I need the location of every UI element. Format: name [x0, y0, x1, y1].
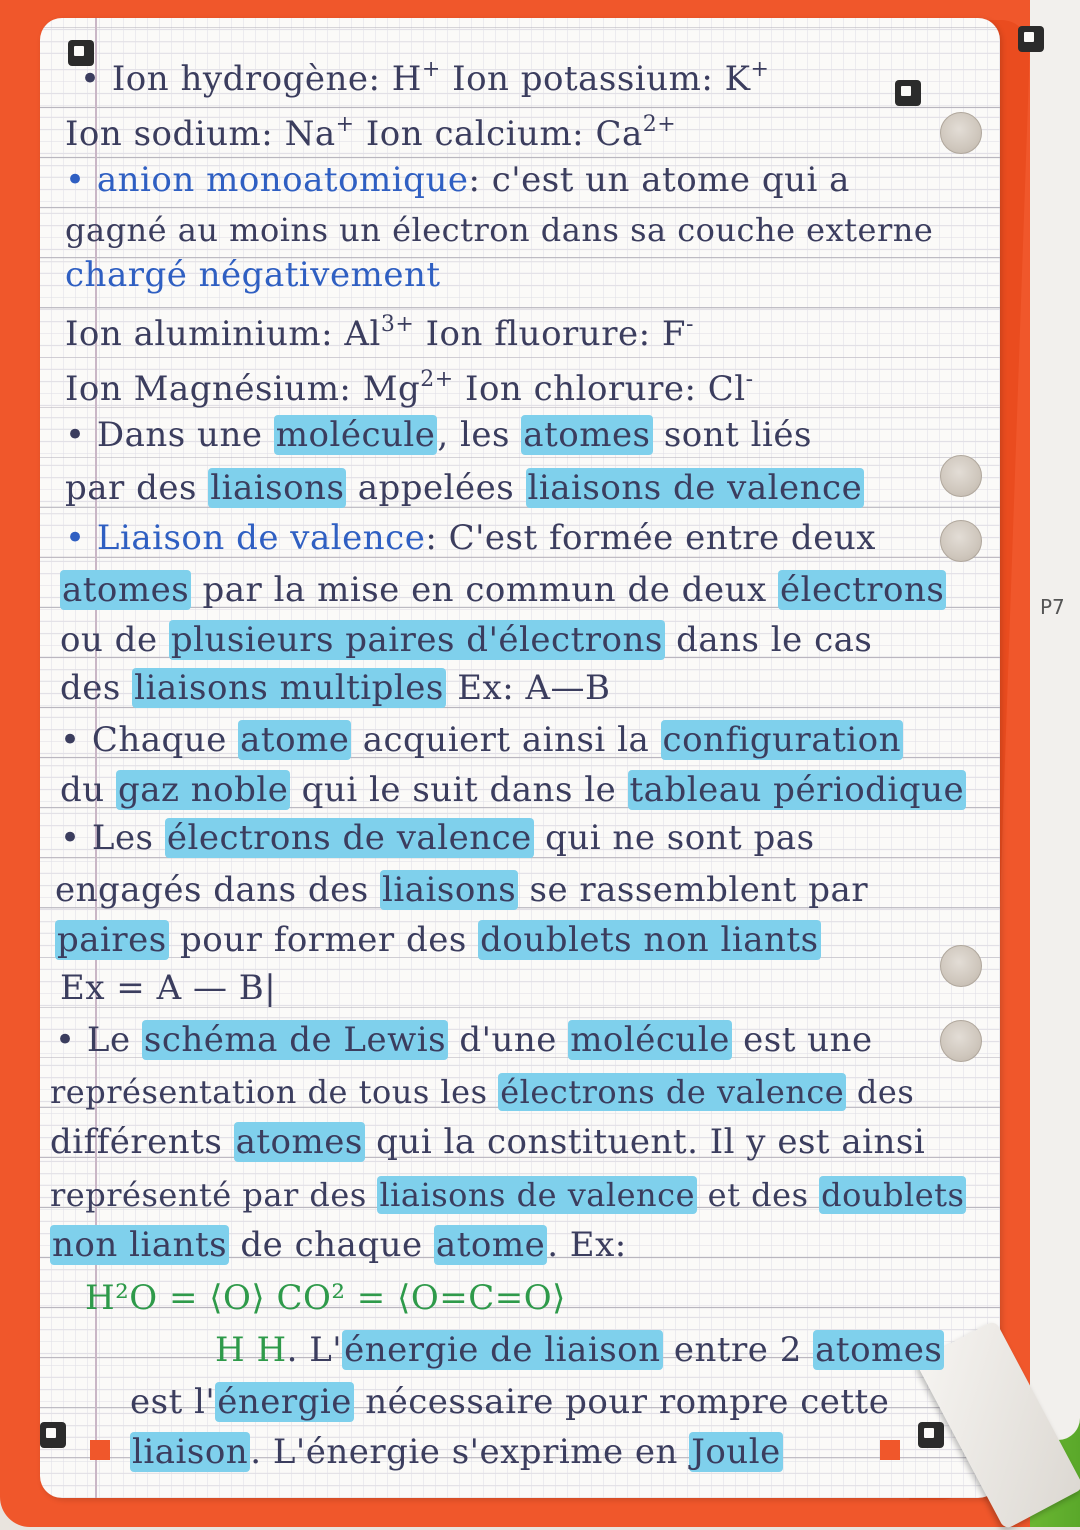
term: • anion monoatomique [65, 160, 469, 200]
highlight: configuration [662, 720, 901, 760]
note-line [65, 518, 876, 558]
charge: 2+ [420, 367, 454, 392]
text: du [60, 770, 116, 810]
highlight: atome [435, 1225, 546, 1265]
text: se rassemblent par [518, 870, 869, 910]
lewis-formulas [85, 1278, 566, 1318]
text: nécessaire pour rompre cette [353, 1382, 890, 1422]
highlight: atome [240, 720, 350, 760]
note-line [50, 1072, 914, 1112]
text: est une [731, 1020, 873, 1060]
charge: 3+ [380, 312, 415, 337]
highlight: Joule [691, 1432, 781, 1472]
text: qui le suit dans le [290, 770, 628, 810]
text: Ion aluminium: Al [65, 314, 381, 354]
text: . L' [286, 1330, 343, 1370]
text: de chaque [229, 1225, 434, 1265]
text: est l' [130, 1382, 216, 1422]
note-line [60, 770, 966, 810]
text: représentation de tous les [50, 1073, 499, 1111]
text: par des [65, 468, 209, 508]
highlight: non liants [52, 1225, 228, 1265]
text: ou de [60, 620, 169, 660]
highlight: gaz noble [117, 770, 289, 810]
note-line: chargé négativement [65, 255, 441, 295]
note-line [55, 920, 821, 960]
charge: + [421, 57, 441, 82]
note-line [65, 415, 812, 455]
note-line [60, 818, 815, 858]
note-line [60, 570, 946, 610]
highlight: doublets non liants [480, 920, 819, 960]
highlight: paires [57, 920, 167, 960]
side-mark: P7 [1040, 595, 1065, 619]
highlight: molécule [570, 1020, 730, 1060]
text: Ion sodium: Na [65, 114, 336, 154]
text: pour former des [168, 920, 479, 960]
highlight: énergie [217, 1382, 352, 1422]
highlight: électrons [779, 570, 945, 610]
text: engagés dans des [55, 870, 381, 910]
highlight: liaison [132, 1432, 249, 1472]
text: Ion chlorure: Cl [453, 369, 746, 409]
text: dans le cas [664, 620, 873, 660]
charge: + [750, 57, 770, 82]
highlight: électrons de valence [166, 818, 532, 858]
note-line [50, 1225, 627, 1265]
highlight: liaisons de valence [527, 468, 863, 508]
text: . Ex: [547, 1225, 627, 1265]
charge: - [745, 367, 754, 392]
text: différents [50, 1122, 234, 1162]
highlight: liaisons multiples [134, 668, 444, 708]
highlight: atomes [523, 415, 651, 455]
text: des [60, 668, 133, 708]
note-line [60, 620, 872, 660]
text: qui la constituent. Il y est ainsi [364, 1122, 926, 1162]
text: : c'est un atome qui a [468, 160, 850, 200]
text: Ion potassium: K [440, 59, 751, 99]
text: • Chaque [60, 720, 239, 760]
highlight: électrons de valence [500, 1073, 845, 1111]
highlight: atomes [62, 570, 190, 610]
text: entre 2 [662, 1330, 814, 1370]
note-line [65, 105, 676, 154]
text: et des [697, 1176, 820, 1214]
note-line [65, 160, 850, 200]
note-line [60, 720, 903, 760]
text: • Dans une [65, 415, 274, 455]
highlight: liaisons [210, 468, 345, 508]
text: Ion Magnésium: Mg [65, 369, 421, 409]
text: . L'énergie s'exprime en [250, 1432, 690, 1472]
highlight: atomes [235, 1122, 363, 1162]
note-line [80, 50, 769, 99]
note-line [50, 1122, 925, 1162]
text: : C'est formée entre deux [425, 518, 876, 558]
text: , les [437, 415, 522, 455]
text: • Ion hydrogène: H [80, 59, 422, 99]
text: des [846, 1073, 915, 1111]
text: • Les [60, 818, 165, 858]
note-line [130, 1382, 889, 1422]
oxygen-lewis: ⟨O⟩ [209, 1278, 266, 1318]
note-line: gagné au moins un électron dans sa couche externe [65, 211, 934, 249]
highlight: liaisons [382, 870, 517, 910]
note-line [65, 360, 754, 409]
note-line [60, 668, 611, 708]
highlight: énergie de liaison [344, 1330, 661, 1370]
note-line [65, 468, 864, 508]
highlight: plusieurs paires d'électrons [170, 620, 663, 660]
text: qui ne sont pas [533, 818, 815, 858]
hydrogen-atoms: H H [215, 1330, 287, 1370]
note-line [55, 1020, 873, 1060]
charge: 2+ [642, 112, 677, 137]
text: Ion calcium: Ca [354, 114, 643, 154]
charge: - [685, 312, 694, 337]
term: • Liaison de valence [65, 518, 426, 558]
water-formula: H²O = [85, 1278, 210, 1318]
note-line [50, 1175, 966, 1215]
text: Ex: A—B [445, 668, 611, 708]
highlight: atomes [815, 1330, 943, 1370]
text: représenté par des [50, 1176, 378, 1214]
text: Ion fluorure: F [414, 314, 686, 354]
highlight: tableau périodique [629, 770, 965, 810]
highlight: molécule [275, 415, 436, 455]
text: appelées [346, 468, 526, 508]
highlight: schéma de Lewis [143, 1020, 447, 1060]
co2-lewis: CO² = ⟨O=C=O⟩ [265, 1278, 566, 1318]
text: • Le [55, 1020, 142, 1060]
highlight: liaisons de valence [379, 1176, 695, 1214]
note-line [55, 870, 868, 910]
text: sont liés [652, 415, 812, 455]
note-line [130, 1432, 783, 1472]
highlight: doublets [821, 1176, 965, 1214]
charge: + [335, 112, 355, 137]
note-line [215, 1330, 944, 1370]
text: par la mise en commun de deux [191, 570, 778, 610]
text: acquiert ainsi la [351, 720, 661, 760]
note-line: Ex = A — B| [60, 968, 277, 1008]
note-line [65, 305, 694, 354]
text: d'une [448, 1020, 569, 1060]
